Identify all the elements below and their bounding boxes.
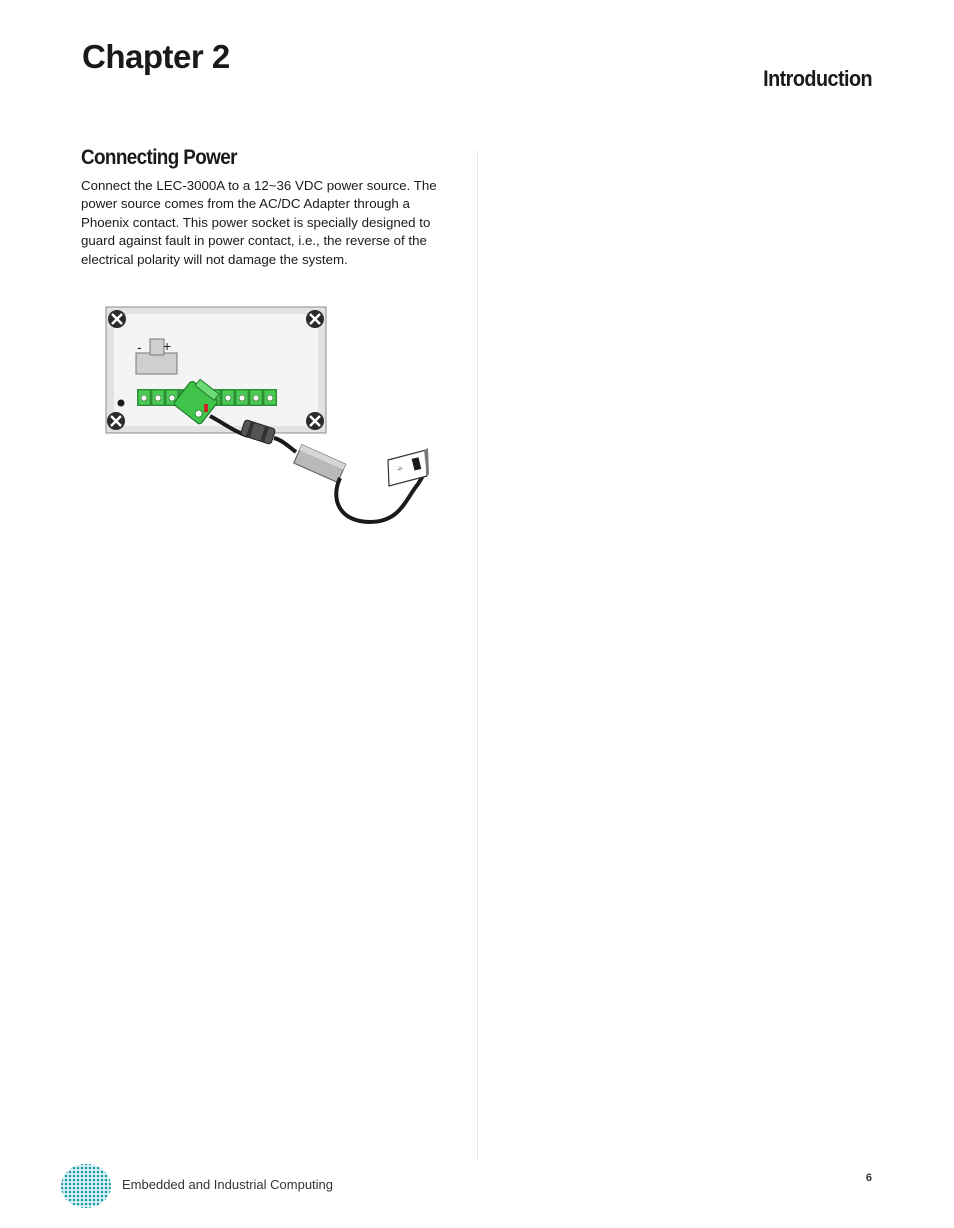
column-divider <box>477 150 478 1160</box>
power-cable <box>274 438 296 452</box>
section-title: Introduction <box>763 66 872 91</box>
left-column <box>81 146 446 269</box>
company-logo <box>60 1162 112 1210</box>
dc-jack-top <box>150 339 164 355</box>
page-number: 6 <box>865 1172 872 1184</box>
footer-tagline: Embedded and Industrial Computing <box>122 1177 334 1192</box>
led-indicator <box>118 400 125 407</box>
connecting-power-heading: Connecting Power <box>81 146 237 169</box>
power-connection-illustration <box>100 300 440 530</box>
screw-icon <box>108 310 126 328</box>
polarity-minus: - <box>137 339 142 355</box>
screw-icon <box>107 412 125 430</box>
screw-icon <box>306 310 324 328</box>
wall-outlet <box>388 448 429 486</box>
screw-icon <box>306 412 324 430</box>
ac-dc-adapter <box>294 445 346 483</box>
dc-jack <box>136 353 177 374</box>
chapter-title: Chapter 2 <box>82 38 230 75</box>
polarity-plus: + <box>163 338 172 354</box>
connecting-power-paragraph: Connect the LEC-3000A to a 12~36 VDC power source. The power source comes from the AC/DC Adapter through a Phoenix contact. This power socket is specially designed to guard against fault in power contact, i.e., the reverse of the electrical polarity will not damage the system. <box>81 178 437 267</box>
wire-red-end <box>204 404 208 412</box>
